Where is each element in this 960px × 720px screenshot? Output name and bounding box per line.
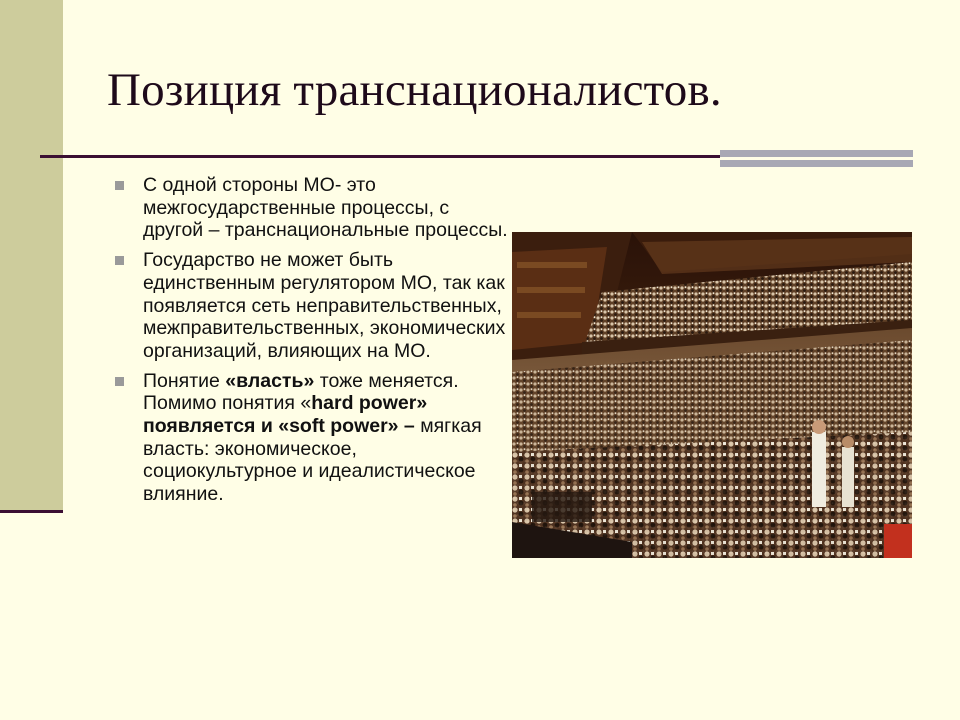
title-accent-bar-top <box>720 150 913 157</box>
bullet-text-part: мягкая власть: экономическое, социокультурное и идеалистическое влияние. <box>143 415 482 506</box>
bullet-item <box>110 370 510 506</box>
square-bullet-icon <box>115 181 124 190</box>
bullet-bold-term: hard power» появляется и «soft power» – <box>143 392 428 438</box>
auditorium-photo <box>512 232 912 558</box>
bullet-text-part: тоже меняется. Помимо понятия « <box>143 369 459 415</box>
title-underline <box>40 155 720 158</box>
bullet-bold-term: «власть» <box>225 369 315 392</box>
square-bullet-icon <box>115 377 124 386</box>
bullet-list <box>110 174 510 513</box>
bullet-text-part: Понятие <box>143 369 226 392</box>
sidebar-divider <box>0 510 63 513</box>
bullet-item <box>110 249 510 363</box>
bullet-item <box>110 174 510 242</box>
bullet-text: Государство не может быть единственным регулятором МО, так как появляется сеть неправительственных, межправительственных, экономических организаций, влияющих на МО. <box>143 249 506 362</box>
slide-title: Позиция транснационалистов. <box>107 64 722 116</box>
bullet-text: С одной стороны МО- это межгосударственные процессы, с другой – транснациональные процессы. <box>143 174 508 242</box>
square-bullet-icon <box>115 256 124 265</box>
title-accent-bar-bottom <box>720 160 913 167</box>
sidebar-band <box>0 0 63 510</box>
